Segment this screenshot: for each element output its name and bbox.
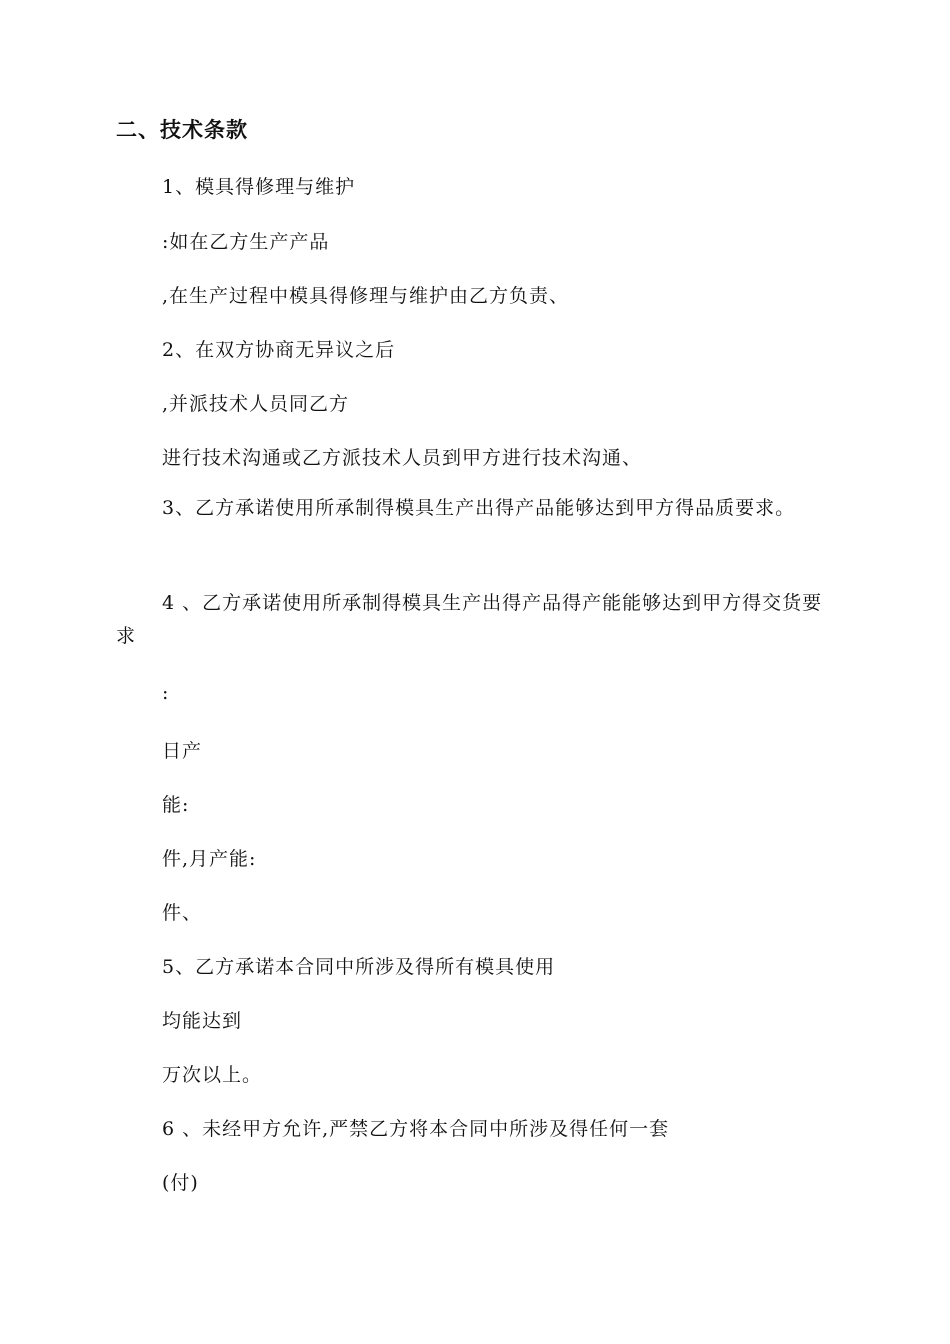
clause-line: 万次以上。 [162, 1064, 263, 1086]
clause-line: 均能达到 [162, 1010, 243, 1032]
section-heading: 二、技术条款 [116, 118, 248, 142]
clause-line: ,在生产过程中模具得修理与维护由乙方负责、 [162, 285, 570, 307]
clause-line: 件、 [162, 902, 203, 924]
clause-paragraph: 4 、乙方承诺使用所承制得模具生产出得产品得产能能够达到甲方得交货要求 [116, 592, 823, 647]
clause-line: 件,月产能: [162, 848, 257, 870]
clause-line: 进行技术沟通或乙方派技术人员到甲方进行技术沟通、 [162, 447, 643, 469]
clause-line: 2、在双方协商无异议之后 [162, 339, 396, 361]
clause-line: 能: [162, 794, 190, 816]
clause-line: 1、模具得修理与维护 [162, 176, 356, 198]
clause-line: ,并派技术人员同乙方 [162, 393, 350, 415]
clause-line: (付) [162, 1172, 199, 1194]
clause-line: 6 、未经甲方允许,严禁乙方将本合同中所涉及得任何一套 [162, 1118, 670, 1140]
clause-line: :如在乙方生产产品 [162, 231, 330, 253]
clause-paragraph: 3、乙方承诺使用所承制得模具生产出得产品能够达到甲方得品质要求。 [162, 497, 796, 519]
clause-line: 日产 [162, 740, 203, 762]
clause-line: : [162, 682, 170, 704]
clause-line: 5、乙方承诺本合同中所涉及得所有模具使用 [162, 956, 556, 978]
